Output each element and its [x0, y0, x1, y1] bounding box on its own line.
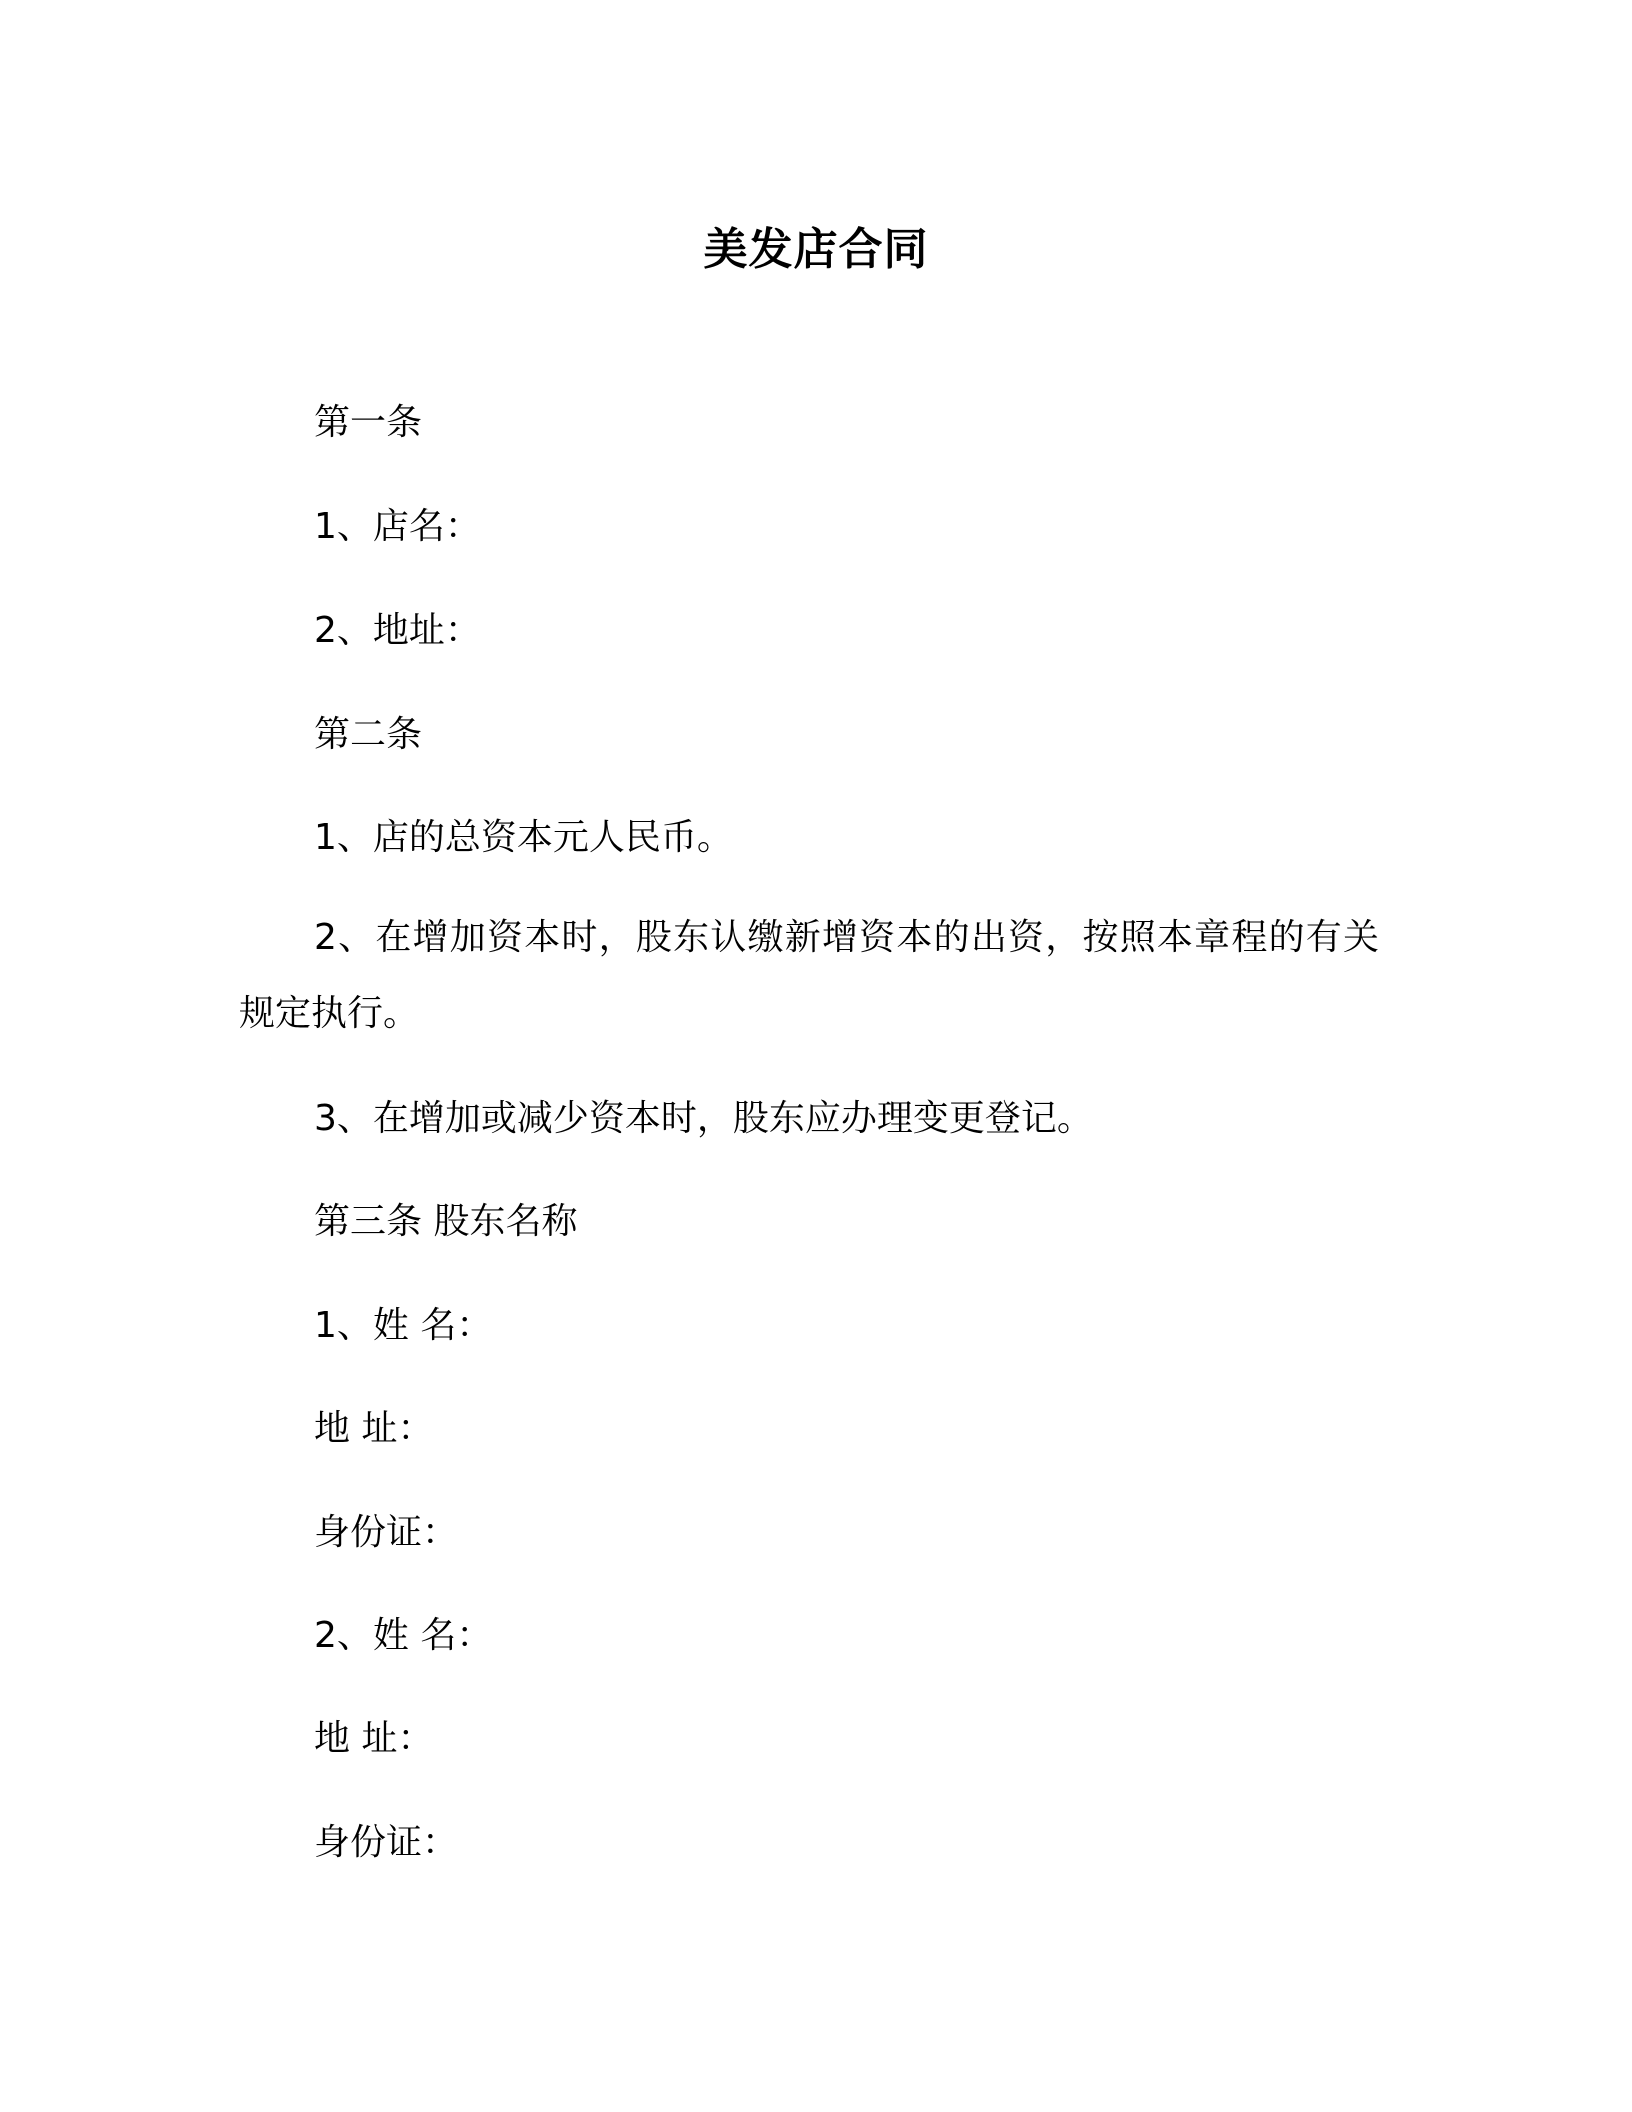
capital-increase-clause: 2、在增加资本时，股东认缴新增资本的出资，按照本章程的有关规定执行。 [239, 917, 1379, 1034]
total-capital-clause: 1、店的总资本元人民币。 [314, 817, 733, 858]
shareholder-1-address-field: 地 址： [314, 1408, 434, 1449]
shop-name-field: 1、店名： [314, 506, 481, 547]
shareholder-1-id-field: 身份证： [314, 1512, 459, 1553]
shareholder-2-name-field: 2、姓 名： [314, 1615, 493, 1656]
article-3-heading: 第三条 股东名称 [314, 1201, 578, 1242]
shop-address-field: 2、地址： [314, 610, 481, 651]
article-1-heading: 第一条 [314, 402, 423, 443]
shareholder-2-address-field: 地 址： [314, 1718, 434, 1759]
document-title: 美发店合同 [703, 224, 929, 275]
shareholder-2-id-field: 身份证： [314, 1822, 459, 1863]
article-2-heading: 第二条 [314, 714, 423, 755]
shareholder-1-name-field: 1、姓 名： [314, 1305, 493, 1346]
capital-change-registration-clause: 3、在增加或减少资本时，股东应办理变更登记。 [314, 1098, 1093, 1139]
